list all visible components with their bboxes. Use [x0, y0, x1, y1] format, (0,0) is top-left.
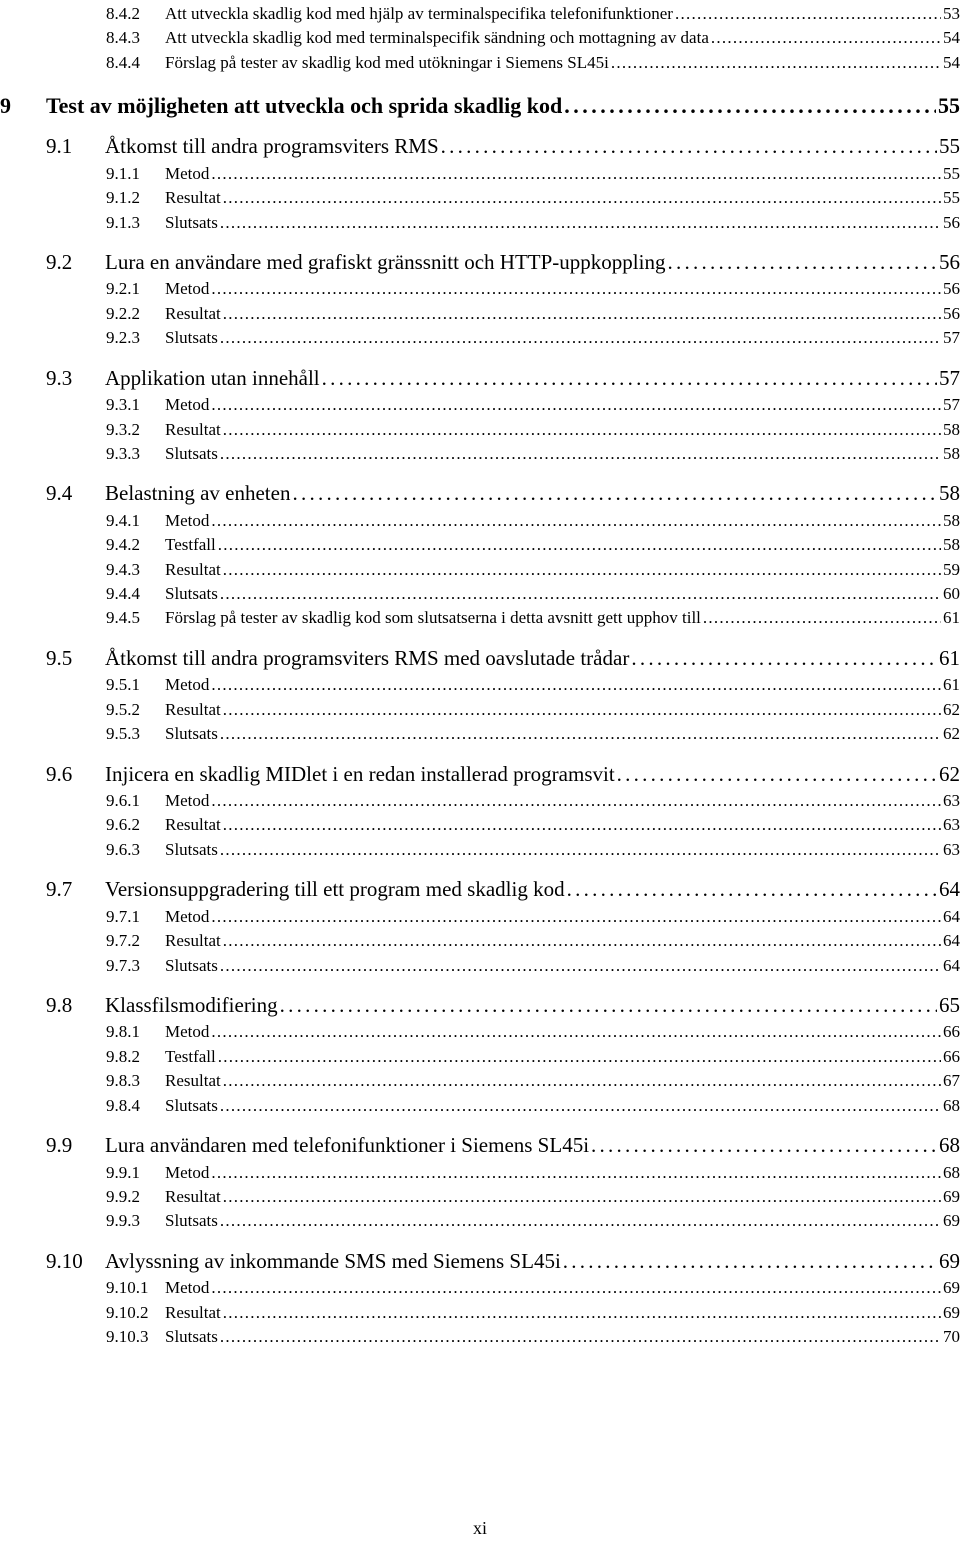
toc-entry-level-3[interactable] — [106, 163, 960, 184]
toc-entry-title: Slutsats — [165, 1211, 218, 1231]
toc-entry-page: 60 — [943, 584, 960, 603]
toc-entry-page: 54 — [943, 28, 960, 48]
dot-leader — [322, 366, 937, 391]
toc-entry-title: Slutsats — [165, 584, 218, 603]
dot-leader — [211, 394, 941, 415]
dot-leader — [211, 1162, 941, 1183]
toc-entry-level-3[interactable] — [106, 394, 960, 415]
dot-leader — [220, 327, 941, 348]
toc-entry-level-3[interactable] — [106, 1070, 960, 1091]
toc-entry-level-3[interactable] — [106, 3, 960, 24]
toc-entry-level-3[interactable] — [106, 699, 960, 720]
toc-entry-title: Förslag på tester av skadlig kod med utökningar i Siemens SL45i — [165, 52, 609, 72]
toc-entry-page: 61 — [943, 675, 960, 695]
toc-entry-page: 56 — [943, 303, 960, 323]
toc-entry-title: Metod — [165, 1022, 210, 1042]
toc-entry-page: 61 — [943, 608, 960, 628]
toc-entry-title: Resultat — [165, 815, 221, 835]
toc-entry-number: 9.10.1 — [106, 1278, 149, 1298]
toc-entry-title: Resultat — [165, 1186, 221, 1206]
toc-entry-number: 9.2.1 — [106, 279, 140, 299]
toc-entry-level-2[interactable] — [46, 646, 960, 671]
toc-entry-level-3[interactable] — [106, 839, 960, 860]
toc-entry-number: 9.4.4 — [106, 584, 140, 603]
dot-leader — [617, 762, 937, 787]
toc-entry-title: Åtkomst till andra programsviters RMS med oavslutade trådar — [105, 645, 630, 670]
toc-entry-level-3[interactable] — [106, 1021, 960, 1042]
dot-leader — [220, 955, 941, 976]
toc-entry-level-3[interactable] — [106, 1186, 960, 1207]
toc-entry-level-3[interactable] — [106, 814, 960, 835]
toc-entry-number: 9 — [0, 93, 11, 119]
toc-entry-page: 53 — [943, 4, 960, 23]
toc-entry-level-2[interactable] — [46, 762, 960, 787]
toc-entry-title: Testfall — [165, 1046, 216, 1066]
toc-entry-number: 9.6.1 — [106, 791, 140, 810]
toc-entry-level-2[interactable] — [46, 1249, 960, 1274]
toc-entry-number: 9.2.2 — [106, 303, 140, 323]
toc-entry-page: 64 — [943, 906, 960, 926]
toc-entry-level-2[interactable] — [46, 1133, 960, 1158]
toc-entry-number: 9.1 — [46, 134, 73, 159]
toc-entry-level-3[interactable] — [106, 955, 960, 976]
toc-entry-number: 8.4.2 — [106, 4, 140, 23]
dot-leader — [223, 1186, 941, 1207]
toc-entry-level-3[interactable] — [106, 607, 960, 628]
dot-leader — [223, 814, 941, 835]
toc-entry-title: Resultat — [165, 303, 221, 323]
toc-entry-page: 56 — [943, 279, 960, 299]
toc-entry-page: 69 — [943, 1186, 960, 1206]
dot-leader — [211, 790, 941, 811]
toc-entry-number: 9.10.2 — [106, 1302, 149, 1322]
toc-entry-number: 9.8.3 — [106, 1071, 140, 1091]
dot-leader — [223, 1302, 941, 1323]
toc-entry-title: Lura en användare med grafiskt gränssnitt och HTTP-uppkoppling — [105, 249, 666, 274]
toc-entry-number: 9.9.3 — [106, 1211, 140, 1231]
toc-entry-level-2[interactable] — [46, 993, 960, 1018]
toc-entry-page: 69 — [943, 1211, 960, 1231]
toc-entry-number: 9.8 — [46, 992, 73, 1017]
toc-entry-page: 68 — [939, 1133, 960, 1157]
toc-entry-title: Resultat — [165, 931, 221, 951]
toc-entry-level-2[interactable] — [46, 250, 960, 275]
dot-leader — [591, 1133, 937, 1158]
toc-entry-page: 69 — [939, 1248, 960, 1273]
dot-leader — [211, 906, 941, 927]
toc-entry-number: 9.5.1 — [106, 675, 140, 695]
toc-entry-level-3[interactable] — [106, 790, 960, 811]
toc-entry-page: 67 — [943, 1071, 960, 1091]
toc-entry-level-3[interactable] — [106, 327, 960, 348]
toc-entry-page: 55 — [943, 163, 960, 183]
toc-entry-level-3[interactable] — [106, 1326, 960, 1347]
dot-leader — [220, 1095, 941, 1116]
toc-entry-number: 9.9 — [46, 1133, 73, 1157]
toc-entry-page: 55 — [939, 134, 960, 159]
toc-entry-title: Slutsats — [165, 443, 218, 463]
toc-entry-page: 63 — [943, 815, 960, 835]
dot-leader — [211, 278, 941, 299]
dot-leader — [211, 1277, 941, 1298]
dot-leader — [441, 134, 937, 159]
toc-entry-title: Att utveckla skadlig kod med terminalspecifik sändning och mottagning av data — [165, 28, 709, 48]
toc-entry-number: 9.4.1 — [106, 510, 140, 530]
toc-entry-level-3[interactable] — [106, 419, 960, 440]
dot-leader — [563, 1249, 937, 1274]
dot-leader — [220, 212, 941, 233]
toc-entry-level-3[interactable] — [106, 52, 960, 73]
dot-leader — [223, 699, 941, 720]
toc-entry-level-3[interactable] — [106, 674, 960, 695]
dot-leader — [211, 674, 941, 695]
toc-entry-number: 9.3 — [46, 365, 73, 390]
toc-entry-number: 9.7 — [46, 877, 73, 902]
toc-entry-number: 9.4.2 — [106, 535, 140, 555]
toc-entry-title: Metod — [165, 675, 210, 695]
toc-entry-page: 65 — [939, 992, 960, 1017]
toc-entry-title: Slutsats — [165, 1095, 218, 1115]
page-number: xi — [472, 1518, 487, 1538]
dot-leader — [564, 93, 936, 119]
dot-leader — [280, 993, 937, 1018]
toc-entry-number: 9.8.4 — [106, 1095, 140, 1115]
toc-entry-level-1[interactable] — [0, 93, 960, 119]
toc-entry-title: Resultat — [165, 419, 221, 439]
toc-entry-title: Slutsats — [165, 724, 218, 744]
toc-entry-level-3[interactable] — [106, 187, 960, 208]
dot-leader — [218, 534, 941, 555]
toc-entry-level-3[interactable] — [106, 278, 960, 299]
toc-entry-level-3[interactable] — [106, 1277, 960, 1298]
toc-entry-title: Metod — [165, 395, 210, 415]
dot-leader — [611, 52, 941, 73]
toc-entry-title: Resultat — [165, 1302, 221, 1322]
toc-entry-title: Metod — [165, 510, 210, 530]
toc-entry-level-3[interactable] — [106, 583, 960, 604]
toc-entry-page: 57 — [939, 365, 960, 390]
dot-leader — [220, 583, 941, 604]
toc-entry-level-3[interactable] — [106, 27, 960, 48]
toc-entry-number: 9.1.2 — [106, 188, 140, 208]
toc-entry-page: 56 — [939, 249, 960, 274]
dot-leader — [211, 1021, 941, 1042]
dot-leader — [211, 510, 941, 531]
toc-entry-number: 9.5.2 — [106, 699, 140, 719]
toc-entry-number: 8.4.4 — [106, 52, 140, 72]
toc-entry-title: Slutsats — [165, 212, 218, 232]
toc-entry-level-3[interactable] — [106, 443, 960, 464]
toc-entry-title: Resultat — [165, 699, 221, 719]
toc-entry-number: 9.7.2 — [106, 931, 140, 951]
toc-entry-level-3[interactable] — [106, 723, 960, 744]
toc-entry-title: Metod — [165, 1278, 210, 1298]
toc-entry-number: 9.4.3 — [106, 559, 140, 579]
toc-entry-title: Förslag på tester av skadlig kod som slutsatserna i detta avsnitt gett upphov till — [165, 608, 701, 628]
toc-entry-title: Klassfilsmodifiering — [105, 992, 278, 1017]
toc-entry-title: Slutsats — [165, 955, 218, 975]
toc-entry-number: 8.4.3 — [106, 28, 140, 48]
toc-entry-title: Metod — [165, 791, 210, 810]
toc-entry-page: 58 — [943, 510, 960, 530]
toc-entry-page: 66 — [943, 1022, 960, 1042]
toc-entry-number: 9.7.3 — [106, 955, 140, 975]
toc-entry-page: 63 — [943, 791, 960, 810]
dot-leader — [223, 419, 941, 440]
toc-entry-page: 62 — [943, 724, 960, 744]
dot-leader — [675, 3, 941, 24]
toc-entry-title: Slutsats — [165, 839, 218, 859]
toc-entry-page: 63 — [943, 839, 960, 859]
toc-entry-level-3[interactable] — [106, 1302, 960, 1323]
toc-entry-title: Åtkomst till andra programsviters RMS — [105, 134, 439, 159]
toc-entry-level-3[interactable] — [106, 1046, 960, 1067]
toc-entry-number: 9.6.2 — [106, 815, 140, 835]
toc-entry-page: 62 — [939, 761, 960, 786]
toc-entry-level-3[interactable] — [106, 1210, 960, 1231]
dot-leader — [567, 877, 937, 902]
dot-leader — [711, 27, 941, 48]
toc-entry-number: 9.6.3 — [106, 839, 140, 859]
toc-entry-page: 70 — [943, 1327, 960, 1346]
toc-entry-level-3[interactable] — [106, 212, 960, 233]
toc-entry-level-3[interactable] — [106, 303, 960, 324]
dot-leader — [223, 1070, 941, 1091]
toc-entry-number: 9.6 — [46, 761, 73, 786]
toc-entry-page: 69 — [943, 1278, 960, 1298]
toc-entry-number: 9.4 — [46, 481, 73, 506]
toc-entry-level-2[interactable] — [46, 481, 960, 506]
toc-entry-number: 9.8.1 — [106, 1022, 140, 1042]
toc-entry-page: 68 — [943, 1095, 960, 1115]
toc-entry-title: Resultat — [165, 1071, 221, 1091]
toc-entry-number: 9.10.3 — [106, 1327, 149, 1346]
toc-entry-title: Att utveckla skadlig kod med hjälp av terminalspecifika telefonifunktioner — [165, 4, 673, 23]
toc-entry-number: 9.2 — [46, 249, 73, 274]
toc-entry-number: 9.10 — [46, 1248, 83, 1273]
toc-entry-page: 66 — [943, 1046, 960, 1066]
dot-leader — [292, 481, 937, 506]
toc-entry-level-2[interactable] — [46, 877, 960, 902]
dot-leader — [631, 646, 937, 671]
toc-entry-title: Testfall — [165, 535, 216, 555]
toc-entry-page: 64 — [939, 877, 960, 902]
toc-entry-number: 9.8.2 — [106, 1046, 140, 1066]
dot-leader — [223, 187, 941, 208]
dot-leader — [220, 723, 941, 744]
toc-entry-page: 62 — [943, 699, 960, 719]
toc-entry-level-3[interactable] — [106, 930, 960, 951]
toc-entry-level-2[interactable] — [46, 366, 960, 391]
toc-entry-title: Test av möjligheten att utveckla och sprida skadlig kod — [46, 93, 563, 119]
toc-entry-level-3[interactable] — [106, 510, 960, 531]
dot-leader — [218, 1046, 941, 1067]
toc-entry-level-3[interactable] — [106, 1095, 960, 1116]
toc-entry-title: Avlyssning av inkommande SMS med Siemens SL45i — [105, 1248, 561, 1273]
toc-entry-title: Metod — [165, 1162, 210, 1182]
toc-entry-page: 58 — [943, 535, 960, 555]
toc-entry-number: 9.3.2 — [106, 419, 140, 439]
toc-entry-number: 9.4.5 — [106, 608, 140, 628]
toc-entry-page: 61 — [939, 645, 960, 670]
toc-entry-title: Belastning av enheten — [105, 481, 291, 506]
toc-entry-title: Metod — [165, 279, 210, 299]
toc-entry-number: 9.3.1 — [106, 395, 140, 415]
toc-entry-number: 9.5 — [46, 645, 73, 670]
toc-entry-level-3[interactable] — [106, 1162, 960, 1183]
toc-entry-title: Slutsats — [165, 1327, 218, 1346]
toc-entry-title: Metod — [165, 906, 210, 926]
toc-entry-number: 9.1.1 — [106, 163, 140, 183]
toc-entry-page: 58 — [943, 443, 960, 463]
toc-entry-page: 64 — [943, 955, 960, 975]
toc-entry-level-2[interactable] — [46, 134, 960, 159]
toc-entry-number: 9.5.3 — [106, 724, 140, 744]
toc-entry-page: 55 — [938, 93, 960, 119]
dot-leader — [220, 1210, 941, 1231]
dot-leader — [667, 250, 937, 275]
dot-leader — [223, 930, 941, 951]
toc-entry-title: Applikation utan innehåll — [105, 365, 320, 390]
toc-entry-title: Resultat — [165, 559, 221, 579]
toc-entry-level-3[interactable] — [106, 534, 960, 555]
toc-entry-page: 55 — [943, 188, 960, 208]
toc-entry-page: 68 — [943, 1162, 960, 1182]
toc-entry-page: 58 — [939, 481, 960, 506]
toc-entry-title: Metod — [165, 163, 210, 183]
toc-entry-page: 57 — [943, 395, 960, 415]
toc-entry-level-3[interactable] — [106, 906, 960, 927]
dot-leader — [220, 1326, 941, 1347]
dot-leader — [211, 163, 941, 184]
toc-entry-page: 57 — [943, 328, 960, 348]
toc-entry-title: Injicera en skadlig MIDlet i en redan installerad programsvit — [105, 761, 615, 786]
toc-entry-number: 9.9.2 — [106, 1186, 140, 1206]
dot-leader — [703, 607, 941, 628]
toc-entry-number: 9.2.3 — [106, 328, 140, 348]
toc-entry-page: 64 — [943, 931, 960, 951]
dot-leader — [220, 839, 941, 860]
toc-entry-title: Resultat — [165, 188, 221, 208]
toc-entry-number: 9.1.3 — [106, 212, 140, 232]
toc-entry-page: 69 — [943, 1302, 960, 1322]
toc-entry-number: 9.3.3 — [106, 443, 140, 463]
dot-leader — [223, 303, 941, 324]
toc-entry-number: 9.9.1 — [106, 1162, 140, 1182]
toc-entry-title: Slutsats — [165, 328, 218, 348]
toc-entry-level-3[interactable] — [106, 559, 960, 580]
toc-entry-page: 59 — [943, 559, 960, 579]
toc-entry-page: 58 — [943, 419, 960, 439]
toc-entry-page: 54 — [943, 52, 960, 72]
dot-leader — [220, 443, 941, 464]
dot-leader — [223, 559, 941, 580]
toc-entry-title: Lura användaren med telefonifunktioner i Siemens SL45i — [105, 1133, 590, 1157]
toc-entry-title: Versionsuppgradering till ett program med skadlig kod — [105, 877, 565, 902]
toc-entry-page: 56 — [943, 212, 960, 232]
toc-entry-number: 9.7.1 — [106, 906, 140, 926]
